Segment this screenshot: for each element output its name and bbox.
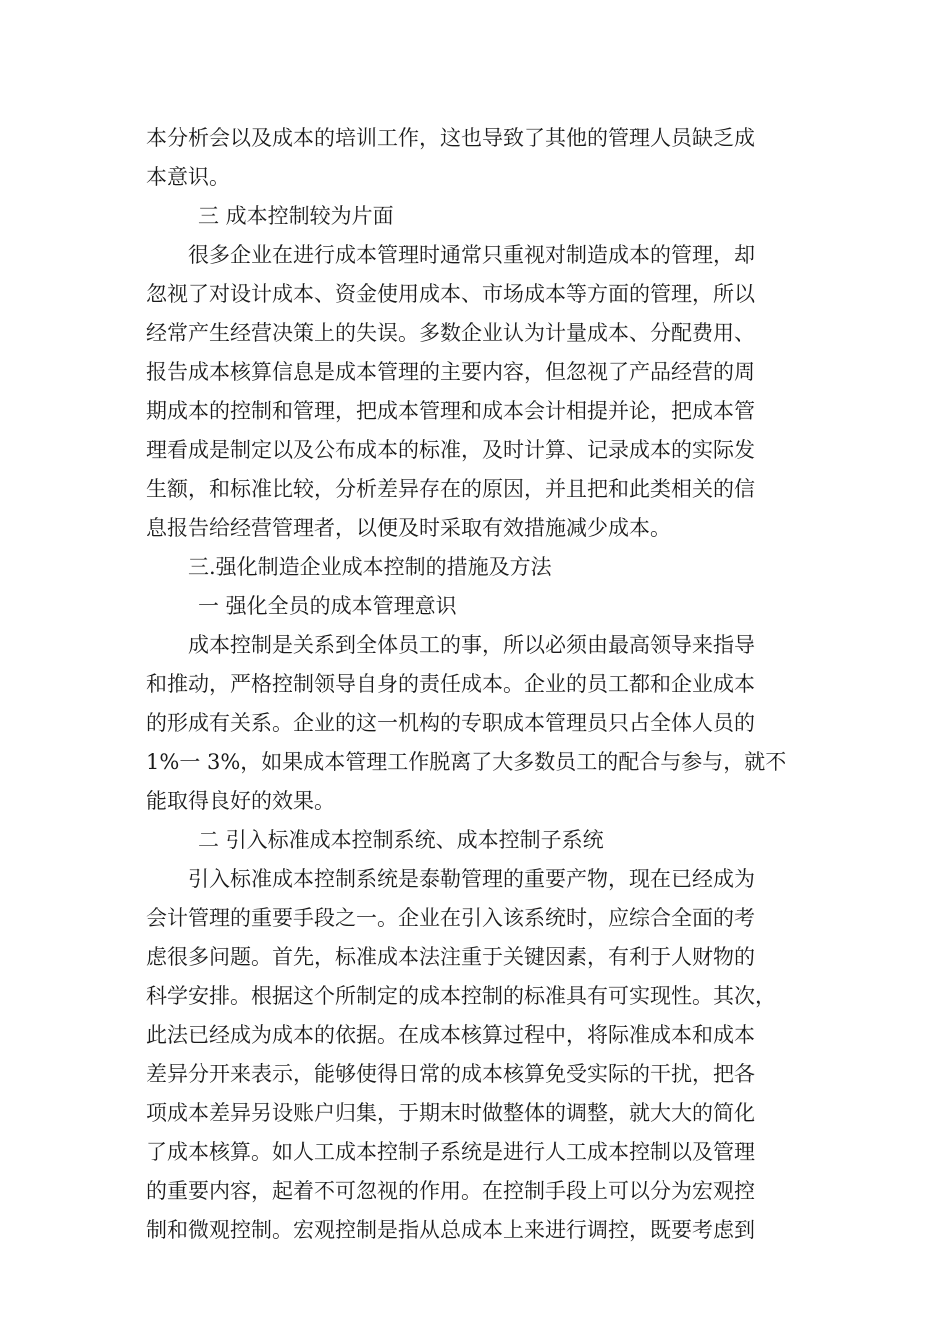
text-line: 差异分开来表示，能够使得日常的成本核算免受实际的干扰，把各 <box>146 1062 755 1086</box>
text-line: 经常产生经营决策上的失误。多数企业认为计量成本、分配费用、 <box>146 321 755 345</box>
paragraph-first-line: 很多企业在进行成本管理时通常只重视对制造成本的管理，却 <box>188 243 755 267</box>
text-line: 能取得良好的效果。 <box>146 789 335 813</box>
text-line: 会计管理的重要手段之一。企业在引入该系统时，应综合全面的考 <box>146 906 755 930</box>
section-heading: 三.强化制造企业成本控制的措施及方法 <box>188 555 552 579</box>
text-line: 的形成有关系。企业的这一机构的专职成本管理员只占全体人员的 <box>146 711 755 735</box>
text-line: 项成本差异另设账户归集，于期末时做整体的调整，就大大的简化 <box>146 1101 755 1125</box>
text-line: 本意识。 <box>146 165 230 189</box>
text-line: 报告成本核算信息是成本管理的主要内容，但忽视了产品经营的周 <box>146 360 755 384</box>
text-line: 期成本的控制和管理，把成本管理和成本会计相提并论，把成本管 <box>146 399 755 423</box>
text-line: 此法已经成为成本的依据。在成本核算过程中，将际准成本和成本 <box>146 1023 755 1047</box>
text-line: 和推动，严格控制领导自身的责任成本。企业的员工都和企业成本 <box>146 672 755 696</box>
text-line: 1%一 3%，如果成本管理工作脱离了大多数员工的配合与参与，就不 <box>146 750 787 774</box>
text-line: 生额，和标准比较，分析差异存在的原因，并且把和此类相关的信 <box>146 477 755 501</box>
body-text <box>146 119 816 1250</box>
text-line: 忽视了对设计成本、资金使用成本、市场成本等方面的管理，所以 <box>146 282 755 306</box>
text-line: 虑很多问题。首先，标准成本法注重于关键因素，有利于人财物的 <box>146 945 755 969</box>
text-line: 了成本核算。如人工成本控制子系统是进行人工成本控制以及管理 <box>146 1140 755 1164</box>
paragraph-first-line: 成本控制是关系到全体员工的事，所以必须由最高领导来指导 <box>188 633 755 657</box>
subsection-heading: 三 成本控制较为片面 <box>198 204 394 228</box>
text-line: 科学安排。根据这个所制定的成本控制的标准具有可实现性。其次， <box>146 984 776 1008</box>
subsection-heading: 一 强化全员的成本管理意识 <box>198 594 457 618</box>
text-line: 的重要内容，起着不可忽视的作用。在控制手段上可以分为宏观控 <box>146 1179 755 1203</box>
subsection-heading: 二 引入标准成本控制系统、成本控制子系统 <box>198 828 604 852</box>
text-line: 制和微观控制。宏观控制是指从总成本上来进行调控，既要考虑到 <box>146 1218 755 1242</box>
text-line: 理看成是制定以及公布成本的标准，及时计算、记录成本的实际发 <box>146 438 755 462</box>
text-line: 息报告给经营管理者，以便及时采取有效措施减少成本。 <box>146 516 671 540</box>
text-line: 本分析会以及成本的培训工作，这也导致了其他的管理人员缺乏成 <box>146 126 755 150</box>
paragraph-first-line: 引入标准成本控制系统是泰勒管理的重要产物，现在已经成为 <box>188 867 755 891</box>
